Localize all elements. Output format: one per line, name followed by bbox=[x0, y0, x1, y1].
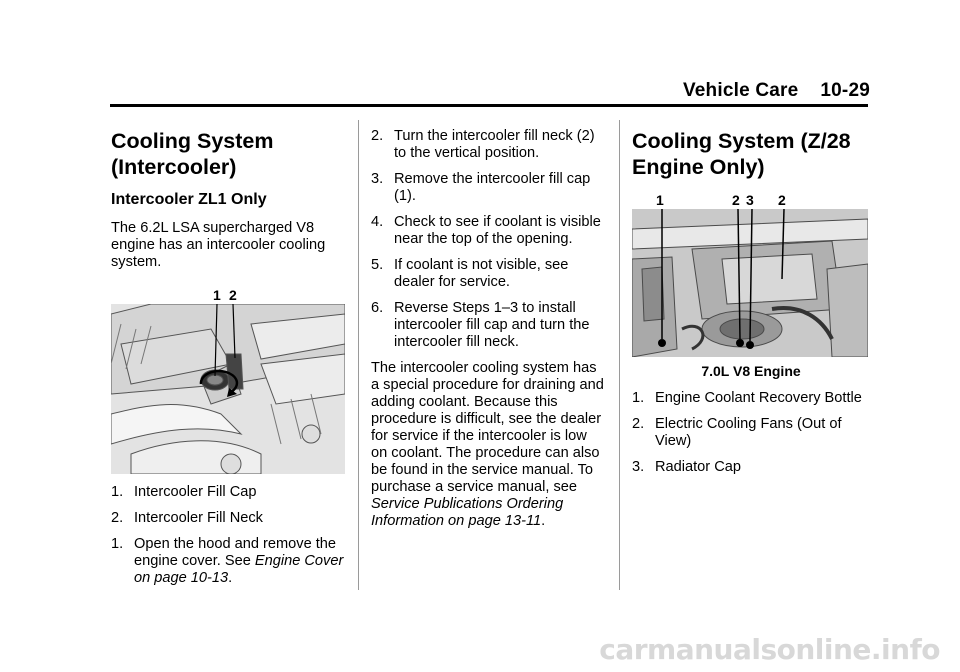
callout-1: 1 bbox=[213, 287, 221, 303]
page-number: 10-29 bbox=[820, 80, 870, 101]
callout-3: 3 bbox=[746, 192, 754, 208]
step-item: 2. Turn the intercooler fill neck (2) to the vertical position. bbox=[371, 128, 595, 161]
figure-callouts bbox=[632, 192, 870, 209]
step-item: 5. If coolant is not visible, see dealer for service. bbox=[371, 257, 569, 290]
body-paragraph: The intercooler cooling system has a special procedure for draining and adding coolant. Because this procedure is difficult, see the dealer for service if the intercooler is low on coolant. The procedure can also be found in the service manual. To purchase a service manual, see Service Publications Ordering Information on page 13-11. bbox=[371, 360, 604, 529]
legend-item: 2. Intercooler Fill Neck bbox=[111, 510, 263, 526]
step-item: 6. Reverse Steps 1–3 to install intercooler fill cap and turn the intercooler fill neck. bbox=[371, 300, 590, 350]
figure-caption: 7.0L V8 Engine bbox=[701, 363, 801, 379]
step-item: 1. Open the hood and remove the engine cover. See Engine Cover on page 10-13. bbox=[111, 536, 344, 586]
z28-engine-illustration bbox=[632, 209, 868, 357]
figure-callouts bbox=[111, 287, 347, 304]
callout-1: 1 bbox=[656, 192, 664, 208]
step-item: 4. Check to see if coolant is visible near the top of the opening. bbox=[371, 214, 601, 247]
cross-reference: Service Publications Ordering Information on page 13-11 bbox=[371, 496, 564, 529]
intro-paragraph: The 6.2L LSA supercharged V8 engine has an intercooler cooling system. bbox=[111, 220, 326, 270]
subsection-heading: Intercooler ZL1 Only bbox=[111, 191, 267, 208]
callout-2: 2 bbox=[778, 192, 786, 208]
z28-engine-figure bbox=[632, 192, 870, 357]
page-header bbox=[683, 80, 870, 102]
legend-item: 2. Electric Cooling Fans (Out of View) bbox=[632, 416, 842, 449]
cross-reference: Engine Cover on page 10-13 bbox=[134, 553, 344, 586]
figure-legend bbox=[632, 390, 870, 476]
column-2 bbox=[371, 128, 607, 540]
column-3 bbox=[632, 128, 870, 485]
callout-2: 2 bbox=[229, 287, 237, 303]
column-1 bbox=[111, 128, 347, 596]
intercooler-figure bbox=[111, 287, 347, 474]
legend-item: 1. Intercooler Fill Cap bbox=[111, 484, 257, 500]
section-title: Vehicle Care bbox=[682, 80, 799, 101]
column-divider bbox=[358, 120, 359, 590]
figure-legend bbox=[111, 484, 347, 587]
callout-2: 2 bbox=[732, 192, 740, 208]
section-heading: Cooling System (Z/28 Engine Only) bbox=[632, 129, 851, 179]
header-rule bbox=[110, 104, 868, 107]
column-divider bbox=[619, 120, 620, 590]
intercooler-engine-illustration bbox=[111, 304, 345, 474]
legend-item: 3. Radiator Cap bbox=[632, 459, 741, 475]
section-heading: Cooling System (Intercooler) bbox=[111, 129, 274, 179]
legend-item: 1. Engine Coolant Recovery Bottle bbox=[632, 390, 862, 406]
step-item: 3. Remove the intercooler fill cap (1). bbox=[371, 171, 591, 204]
watermark: carmanualsonline.info bbox=[599, 633, 940, 666]
